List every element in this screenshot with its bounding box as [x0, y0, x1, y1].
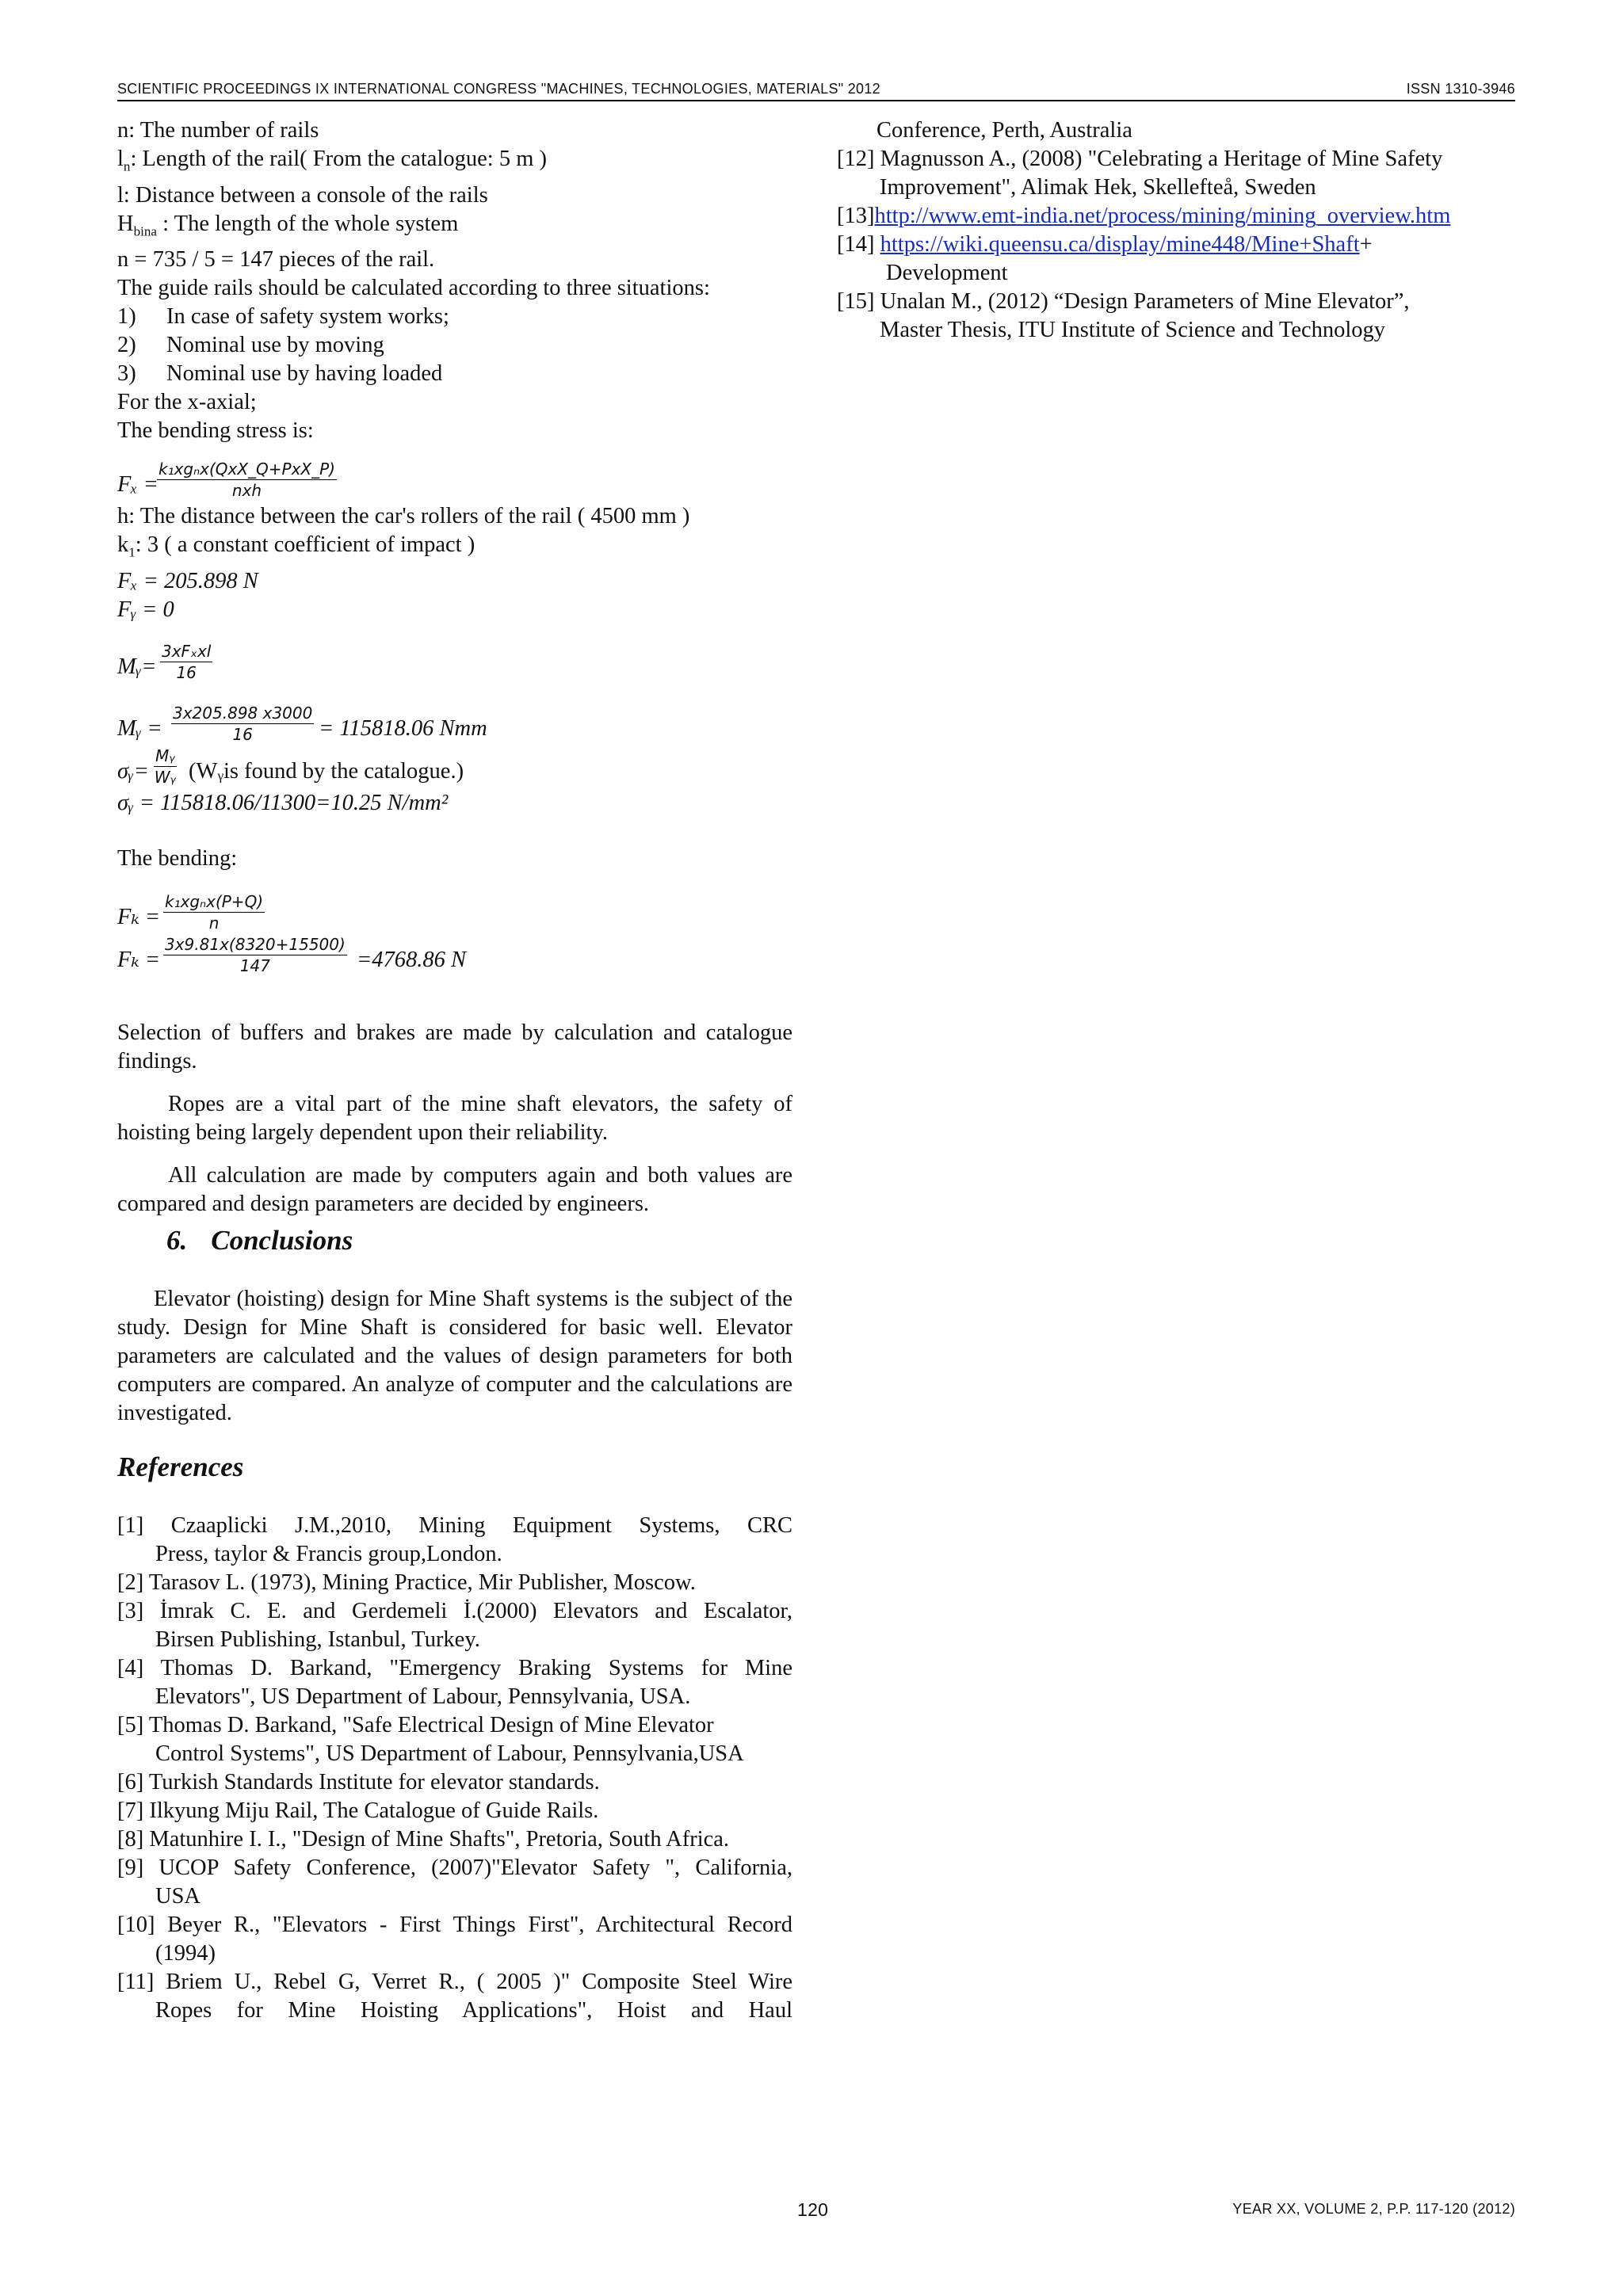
list-item: 1) In case of safety system works; — [117, 304, 449, 330]
list-item: [6] Turkish Standards Institute for elevator standards. — [117, 1770, 600, 1795]
x-axial-label: For the x-axial; — [117, 390, 257, 415]
right-column — [837, 116, 1515, 345]
def-hbina: $H_{bina}$ : The length of the whole system — [117, 211, 459, 239]
equation-my: Mᵧ= 3xFₓxl 16 — [117, 642, 212, 683]
ref11-continuation: Conference, Perth, Australia — [876, 118, 1132, 143]
list-item: [10] Beyer R., "Elevators - First Things First", Architectural Record (1994) — [117, 1913, 792, 1966]
def-l: l: Distance between a console of the rails — [117, 182, 488, 208]
list-item: 2) Nominal use by moving — [117, 333, 384, 358]
sigma-value: σᵧ = 115818.06/11300=10.25 N/mm² — [117, 791, 449, 816]
running-header — [117, 81, 1515, 101]
equation-fk: Fₖ = k₁xgₙx(P+Q) n — [117, 892, 264, 933]
paragraph-ropes: Ropes are a vital part of the mine shaft elevators, the safety of hoisting being largely dependent upon their reliability. — [117, 1092, 792, 1146]
def-n: n: The number of rails — [117, 118, 319, 143]
fx-value: Fₓ = 205.898 N — [117, 569, 258, 594]
paragraph-calculation: All calculation are made by computers again and both values are compared and design parameters are decided by engineers. — [117, 1163, 792, 1217]
def-h: h: The distance between the car's rollers of the rail ( 4500 mm ) — [117, 504, 690, 529]
conclusions-heading: 6. Conclusions — [166, 1225, 353, 1257]
list-item: [13]http://www.emt-india.net/process/mining/mining_overview.htm — [837, 204, 1451, 228]
list-item: [2] Tarasov L. (1973), Mining Practice, Mir Publisher, Moscow. — [117, 1570, 696, 1596]
ref13-link[interactable]: http://www.emt-india.net/process/mining/mining_overview.htm — [874, 204, 1451, 228]
equation-my-value: Mᵧ = $\frac{3x205.898 x3000}{16}$ = 115818.06 Nmm — [117, 704, 487, 745]
situations-list — [117, 303, 792, 388]
equation-fx: Fₓ = k₁xgₙx(QxX_Q+PxX_P) nxh — [117, 460, 335, 501]
list-item: [4] Thomas D. Barkand, "Emergency Braking Systems for Mine Elevators", US Department of Labour, Pennsylvania, USA. — [117, 1656, 792, 1710]
list-item: [11] Briem U., Rebel G, Verret R., ( 2005 )" Composite Steel Wire Ropes for Mine Hoisting Applications", Hoist and Haul — [117, 1970, 792, 2023]
list-item: [14] https://wiki.queensu.ca/display/mine448/Mine+Shaft+ Development — [837, 232, 1373, 285]
paragraph-buffers: Selection of buffers and brakes are made by calculation and catalogue findings. — [117, 1020, 792, 1074]
bending-stress-label: The bending stress is: — [117, 418, 314, 444]
left-column — [117, 116, 792, 2025]
header-issn: ISSN 1310-3946 — [1406, 81, 1515, 97]
ref14-link[interactable]: https://wiki.queensu.ca/display/mine448/Mine+Shaft — [880, 232, 1360, 257]
equation-fk-value: Fₖ = $\frac{3x9.81x(8320+15500)}{147}$ =4768.86 N — [117, 935, 466, 976]
list-item: [1] Czaaplicki J.M.,2010, Mining Equipment Systems, CRC Press, taylor & Francis group,London. — [117, 1513, 792, 1567]
page-number: 120 — [797, 2199, 829, 2220]
list-item: [5] Thomas D. Barkand, "Safe Electrical Design of Mine Elevator Control Systems", US Department of Labour, Pennsylvania,USA — [117, 1713, 744, 1767]
references-heading: References — [117, 1451, 244, 1483]
list-item: [15] Unalan M., (2012) “Design Parameters of Mine Elevator”, Master Thesis, ITU Institute of Science and Technology — [837, 289, 1410, 342]
list-item: [9] UCOP Safety Conference, (2007)"Elevator Safety ", California, USA — [117, 1855, 792, 1909]
fy-value: Fᵧ = 0 — [117, 597, 174, 623]
list-item: [8] Matunhire I. I., "Design of Mine Shafts", Pretoria, South Africa. — [117, 1827, 730, 1852]
def-ln: $l_n$: Length of the rail( From the catalogue: 5 m ) — [117, 147, 547, 174]
guide-rails-intro: The guide rails should be calculated according to three situations: — [117, 276, 710, 301]
def-n-calc: n = 735 / 5 = 147 pieces of the rail. — [117, 247, 435, 273]
header-title: SCIENTIFIC PROCEEDINGS IX INTERNATIONAL CONGRESS "MACHINES, TECHNOLOGIES, MATERIALS" 2012 — [117, 81, 880, 97]
conclusions-text: Elevator (hoisting) design for Mine Shaft systems is the subject of the study. Design for Mine Shaft is considered for basic well. Elevator parameters are calculated and the values of design parameters for both computers are compared. An analyze of computer and the calculations are investigated. — [117, 1287, 792, 1426]
bending-label: The bending: — [117, 846, 238, 871]
equation-sigma: σᵧ= $\frac{\text{Mᵧ}}{\text{Wᵧ}}$ (Wᵧis found by the catalogue.) — [117, 746, 464, 788]
list-item: [3] İmrak C. E. and Gerdemeli İ.(2000) Elevators and Escalator, Birsen Publishing, Istanbul, Turkey. — [117, 1599, 792, 1653]
list-item: [12] Magnusson A., (2008) "Celebrating a Heritage of Mine Safety Improvement", Alimak Hek, Skellefteå, Sweden — [837, 147, 1443, 200]
references-list — [117, 1512, 792, 2025]
list-item: 3) Nominal use by having loaded — [117, 361, 443, 387]
def-k1: $k_1$: 3 ( a constant coefficient of impact ) — [117, 532, 475, 561]
footer-volume: YEAR XX, VOLUME 2, P.P. 117-120 (2012) — [1232, 2201, 1515, 2217]
list-item: [7] Ilkyung Miju Rail, The Catalogue of Guide Rails. — [117, 1798, 599, 1824]
